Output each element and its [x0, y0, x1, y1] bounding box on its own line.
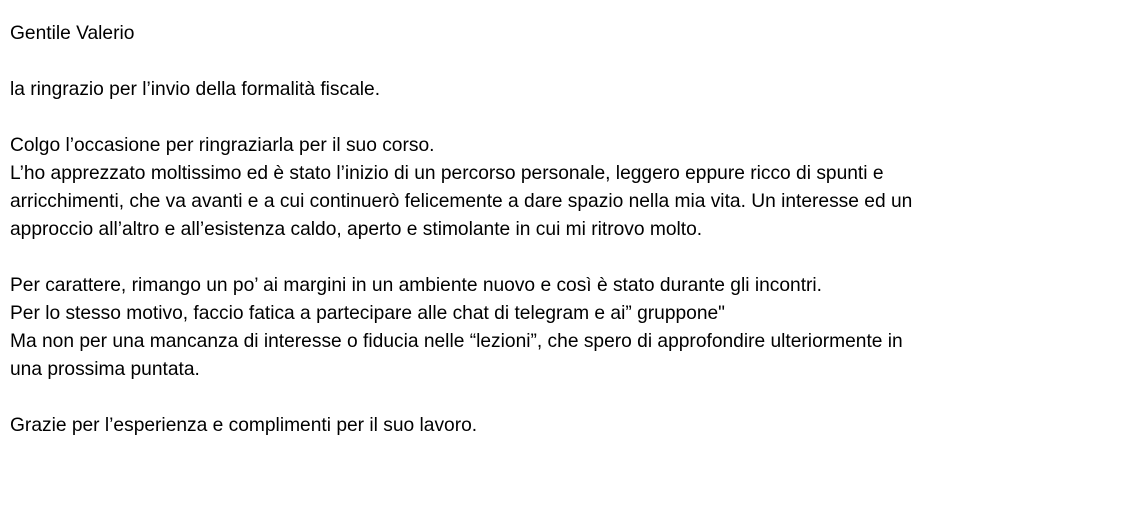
- greeting: [10, 20, 1139, 48]
- paragraph-course: [10, 132, 1139, 244]
- closing-line: Grazie per l’esperienza e complimenti per il suo lavoro.: [10, 415, 478, 436]
- paragraph-line: una prossima puntata.: [10, 359, 200, 380]
- email-body: [10, 20, 1139, 468]
- greeting-line: Gentile Valerio: [10, 23, 135, 44]
- paragraph-line: arricchimenti, che va avanti e a cui continuerò felicemente a dare spazio nella mia vita. Un interesse ed un: [10, 191, 913, 212]
- paragraph-line: Colgo l’occasione per ringraziarla per il suo corso.: [10, 135, 435, 156]
- paragraph-thanks: [10, 76, 1139, 104]
- closing: [10, 412, 1139, 440]
- paragraph-line: Per carattere, rimango un po’ ai margini in un ambiente nuovo e così è stato durante gli incontri.: [10, 275, 823, 296]
- paragraph-line: approccio all’altro e all’esistenza caldo, aperto e stimolante in cui mi ritrovo molto.: [10, 219, 703, 240]
- paragraph-line: Ma non per una mancanza di interesse o fiducia nelle “lezioni”, che spero di approfondire ulteriormente in: [10, 331, 903, 352]
- paragraph-line: L’ho apprezzato moltissimo ed è stato l’inizio di un percorso personale, leggero eppure ricco di spunti e: [10, 163, 884, 184]
- paragraph-line: Per lo stesso motivo, faccio fatica a partecipare alle chat di telegram e ai” gruppone": [10, 303, 725, 324]
- paragraph-line: la ringrazio per l’invio della formalità fiscale.: [10, 79, 381, 100]
- paragraph-character: [10, 272, 1139, 384]
